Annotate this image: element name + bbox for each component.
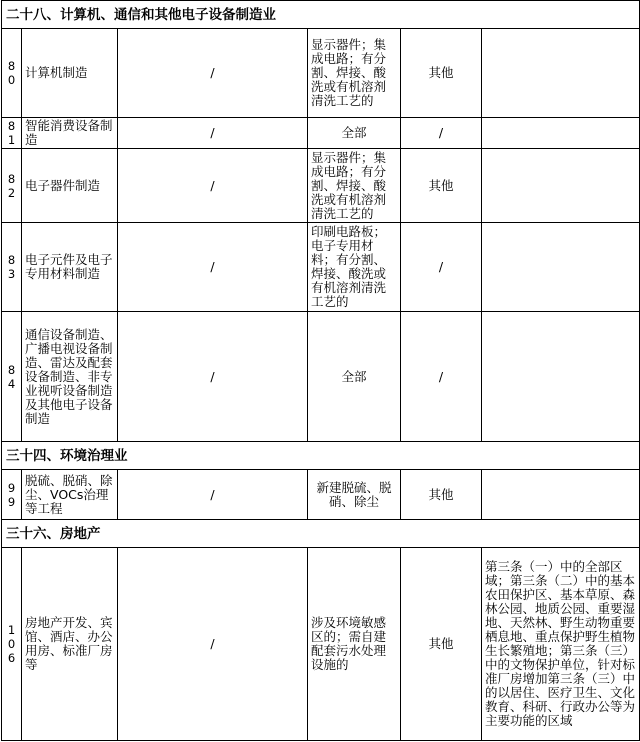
industry-name: 电子元件及电子专用材料制造	[22, 223, 118, 312]
registration-cell: /	[401, 312, 482, 442]
section-title: 三十六、房地产	[2, 520, 640, 548]
section-title: 三十四、环境治理业	[2, 442, 640, 470]
report-book-cell: /	[118, 548, 308, 741]
row-number: 8 0	[2, 29, 22, 118]
industry-name: 智能消费设备制造	[22, 118, 118, 149]
report-table-cell: 印刷电路板；电子专用材料；有分割、焊接、酸洗或有机溶剂清洗工艺的	[308, 223, 401, 312]
sensitive-area-cell: 第三条（一）中的全部区域；第三条（二）中的基本农田保护区、基本草原、森林公园、地质公园、重要湿地、天然林、野生动物重要栖息地、重点保护野生植物生长繁殖地；第三条（三）中的文物保护单位，针对标准厂房增加第三条（三）中的以居住、医疗卫生、文化教育、科研、行政办公等为主要功能的区域	[482, 548, 640, 741]
report-book-cell: /	[118, 29, 308, 118]
table-row	[2, 223, 640, 312]
sensitive-area-cell	[482, 29, 640, 118]
industry-name: 通信设备制造、广播电视设备制造、雷达及配套设备制造、非专业视听设备制造及其他电子设备制造	[22, 312, 118, 442]
registration-cell: /	[401, 118, 482, 149]
sensitive-area-cell	[482, 118, 640, 149]
section-row	[2, 442, 640, 470]
report-table-cell: 显示器件；集成电路；有分割、焊接、酸洗或有机溶剂清洗工艺的	[308, 149, 401, 223]
industry-name: 计算机制造	[22, 29, 118, 118]
sensitive-area-cell	[482, 312, 640, 442]
industry-name: 电子器件制造	[22, 149, 118, 223]
registration-cell: 其他	[401, 470, 482, 520]
report-table-cell: 全部	[308, 312, 401, 442]
report-table-cell: 全部	[308, 118, 401, 149]
industry-name: 房地产开发、宾馆、酒店、办公用房、标准厂房等	[22, 548, 118, 741]
registration-cell: 其他	[401, 29, 482, 118]
sensitive-area-cell	[482, 223, 640, 312]
registration-cell: 其他	[401, 548, 482, 741]
report-book-cell: /	[118, 223, 308, 312]
section-title: 二十八、计算机、通信和其他电子设备制造业	[2, 1, 640, 29]
classification-table	[1, 0, 640, 741]
sensitive-area-cell	[482, 149, 640, 223]
sensitive-area-cell	[482, 470, 640, 520]
report-book-cell: /	[118, 149, 308, 223]
report-book-cell: /	[118, 118, 308, 149]
table-row	[2, 149, 640, 223]
section-row	[2, 520, 640, 548]
table-row	[2, 548, 640, 741]
report-book-cell: /	[118, 312, 308, 442]
row-number: 8 4	[2, 312, 22, 442]
registration-cell: /	[401, 223, 482, 312]
row-number: 8 1	[2, 118, 22, 149]
table-row	[2, 312, 640, 442]
table-row	[2, 29, 640, 118]
row-number: 8 3	[2, 223, 22, 312]
section-row	[2, 1, 640, 29]
report-book-cell: /	[118, 470, 308, 520]
industry-name: 脱硫、脱硝、除尘、VOCs治理等工程	[22, 470, 118, 520]
report-table-cell: 新建脱硫、脱硝、除尘	[308, 470, 401, 520]
report-table-cell: 涉及环境敏感区的；需自建配套污水处理设施的	[308, 548, 401, 741]
table-row	[2, 470, 640, 520]
table-row	[2, 118, 640, 149]
row-number: 8 2	[2, 149, 22, 223]
row-number: 9 9	[2, 470, 22, 520]
row-number: 1 0 6	[2, 548, 22, 741]
report-table-cell: 显示器件；集成电路；有分割、焊接、酸洗或有机溶剂清洗工艺的	[308, 29, 401, 118]
registration-cell: 其他	[401, 149, 482, 223]
